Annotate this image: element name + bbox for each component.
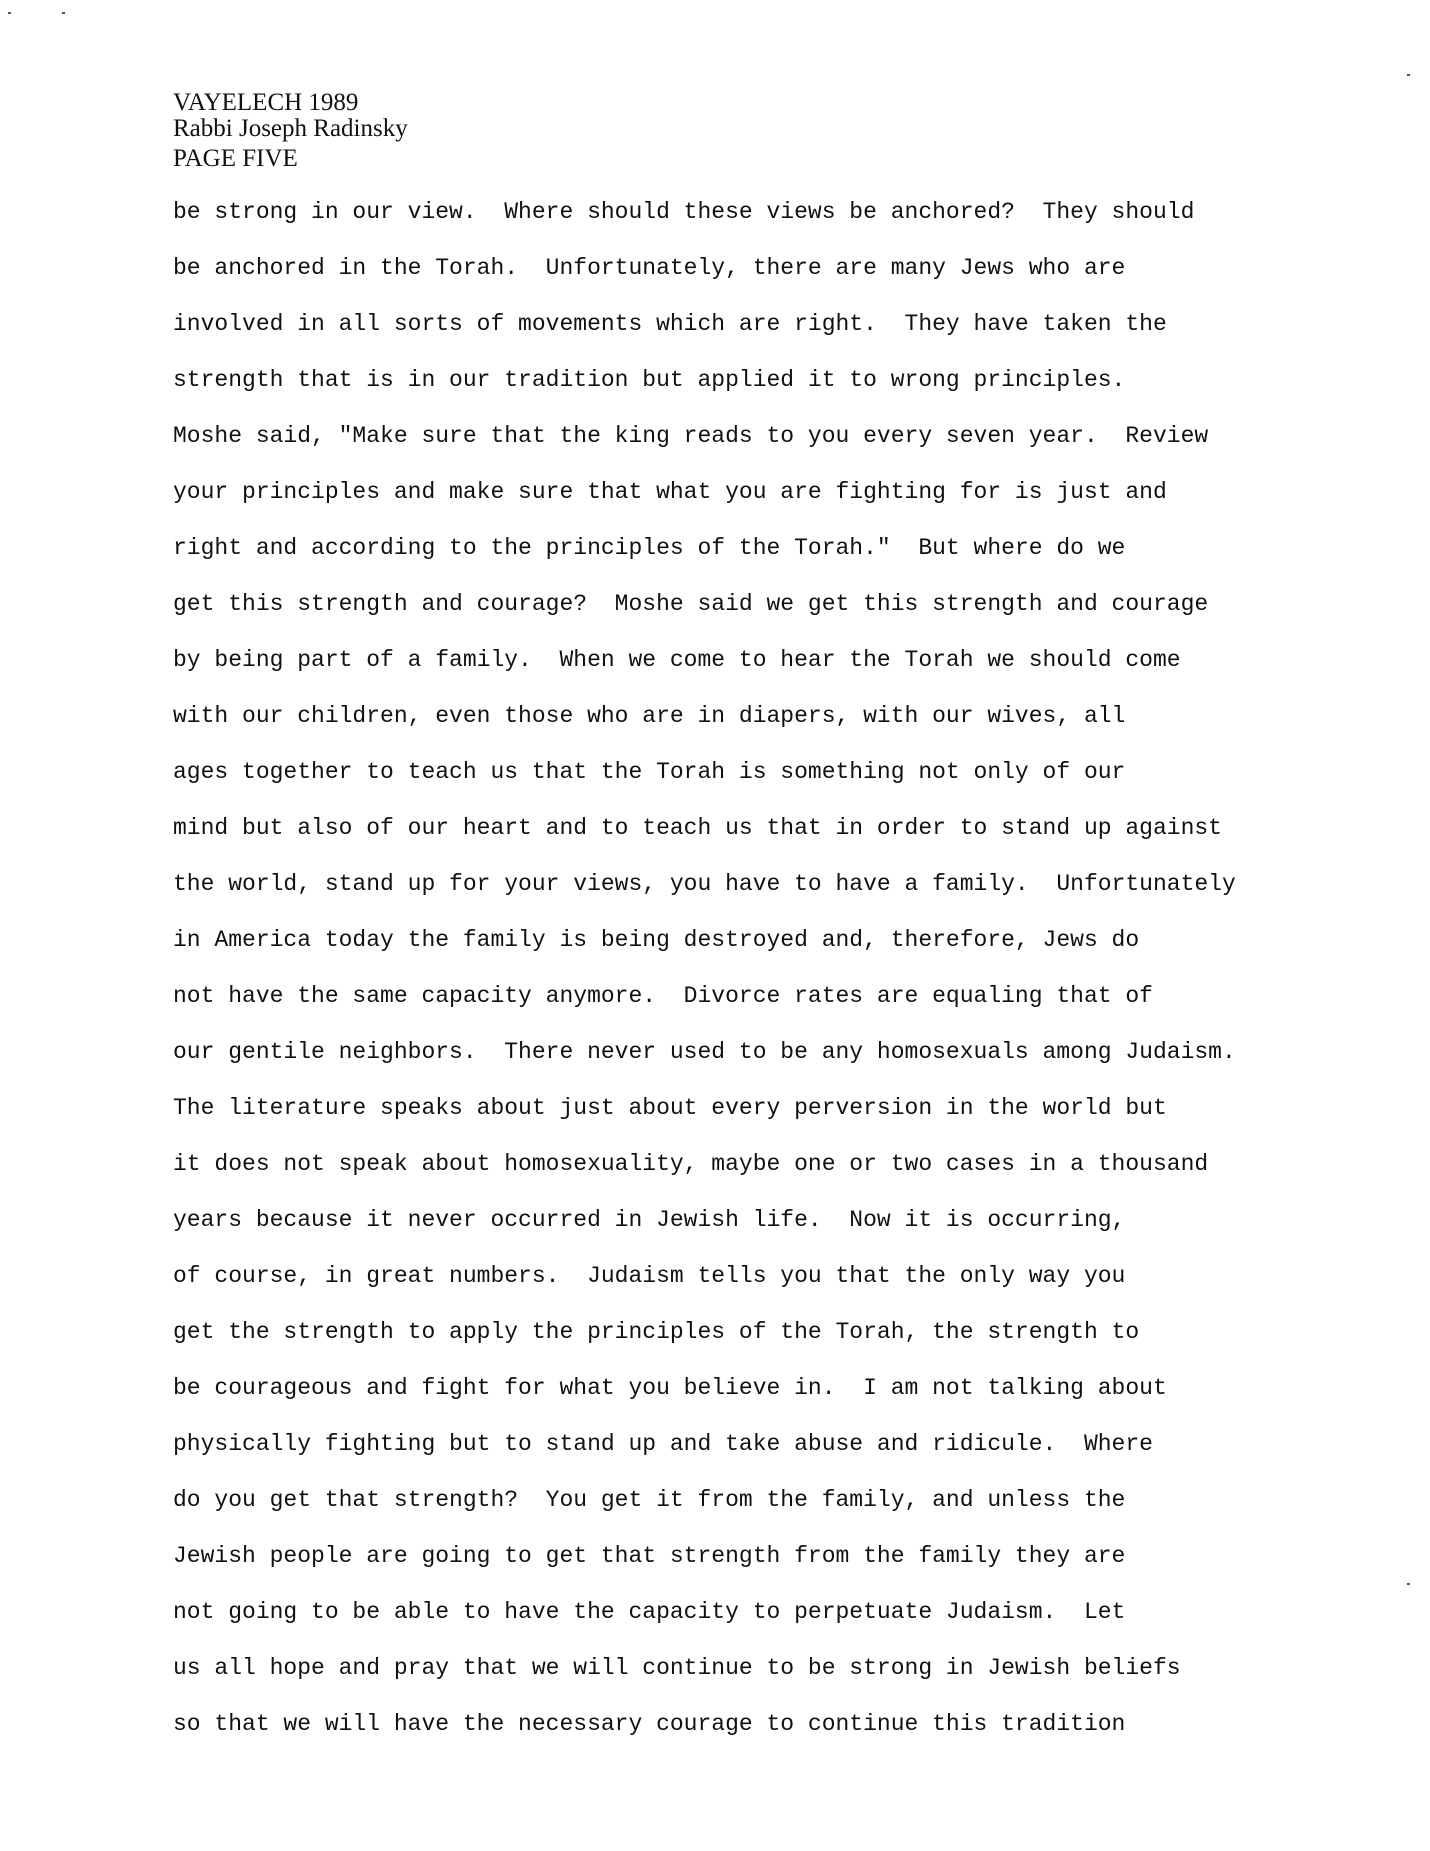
text-line: not going to be able to have the capacity to perpetuate Judaism. Let — [173, 1599, 1126, 1625]
text-line: so that we will have the necessary courage to continue this tradition — [173, 1711, 1126, 1737]
text-line: Moshe said, "Make sure that the king reads to you every seven year. Review — [173, 423, 1209, 449]
text-line: do you get that strength? You get it from the family, and unless the — [173, 1487, 1126, 1513]
author: Rabbi Joseph Radinsky — [173, 115, 408, 142]
document-header — [173, 90, 408, 172]
page-number: PAGE FIVE — [173, 145, 298, 172]
text-line: physically fighting but to stand up and take abuse and ridicule. Where — [173, 1431, 1153, 1457]
text-line: The literature speaks about just about every perversion in the world but — [173, 1095, 1167, 1121]
text-line: it does not speak about homosexuality, maybe one or two cases in a thousand — [173, 1151, 1209, 1177]
text-line: with our children, even those who are in diapers, with our wives, all — [173, 703, 1126, 729]
scan-speck — [8, 12, 11, 14]
scan-speck — [1407, 1583, 1410, 1585]
text-line: years because it never occurred in Jewish life. Now it is occurring, — [173, 1207, 1126, 1233]
text-line: Jewish people are going to get that strength from the family they are — [173, 1543, 1126, 1569]
text-line: be anchored in the Torah. Unfortunately, there are many Jews who are — [173, 255, 1126, 281]
text-line: in America today the family is being destroyed and, therefore, Jews do — [173, 927, 1140, 953]
sermon-title: VAYELECH 1989 — [173, 89, 359, 116]
text-line: the world, stand up for your views, you have to have a family. Unfortunately — [173, 871, 1236, 897]
scan-speck — [1407, 74, 1410, 76]
text-line: us all hope and pray that we will continue to be strong in Jewish beliefs — [173, 1655, 1181, 1681]
text-line: get this strength and courage? Moshe said we get this strength and courage — [173, 591, 1209, 617]
text-line: strength that is in our tradition but applied it to wrong principles. — [173, 367, 1126, 393]
text-line: get the strength to apply the principles of the Torah, the strength to — [173, 1319, 1140, 1345]
text-line: our gentile neighbors. There never used to be any homosexuals among Judaism. — [173, 1039, 1236, 1065]
text-line: of course, in great numbers. Judaism tells you that the only way you — [173, 1263, 1126, 1289]
text-line: mind but also of our heart and to teach us that in order to stand up against — [173, 815, 1222, 841]
text-line: ages together to teach us that the Torah is something not only of our — [173, 759, 1126, 785]
text-line: be strong in our view. Where should these views be anchored? They should — [173, 199, 1195, 225]
text-line: be courageous and fight for what you believe in. I am not talking about — [173, 1375, 1167, 1401]
text-line: not have the same capacity anymore. Divorce rates are equaling that of — [173, 983, 1153, 1009]
text-line: right and according to the principles of the Torah." But where do we — [173, 535, 1126, 561]
document-body — [173, 184, 1236, 1752]
text-line: your principles and make sure that what you are fighting for is just and — [173, 479, 1167, 505]
text-line: by being part of a family. When we come to hear the Torah we should come — [173, 647, 1181, 673]
scan-speck — [62, 12, 65, 14]
text-line: involved in all sorts of movements which are right. They have taken the — [173, 311, 1167, 337]
